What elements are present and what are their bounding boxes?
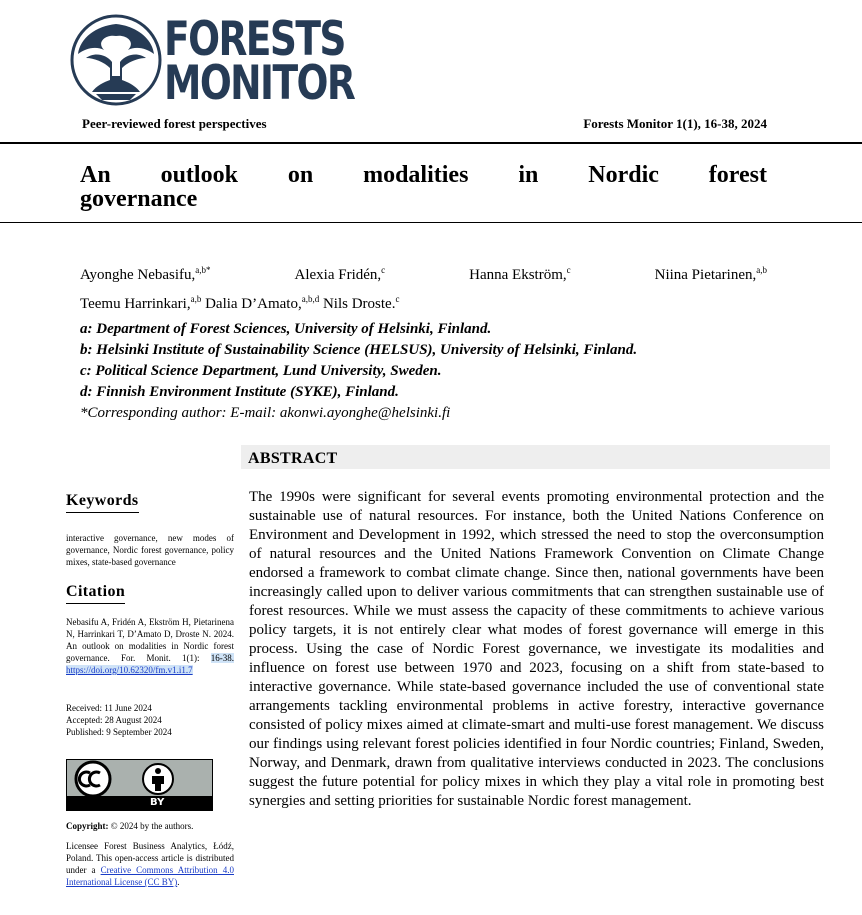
citation-doi-link[interactable]: https://doi.org/10.62320/fm.v1.i1.7 [66,665,193,675]
cc-by-strip [66,796,213,811]
citation-heading: Citation [66,583,125,604]
logo-line-2: MONITOR [164,56,355,111]
corresponding-author: *Corresponding author: E-mail: akonwi.ayonghe@helsinki.fi [80,405,451,421]
affiliation-a: a: Department of Forest Sciences, University of Helsinki, Finland. [80,321,492,337]
author-6: Dalia D’Amato,$^{a,b,d}$ [201,294,320,312]
license-text: Licensee Forest Business Analytics, Łódź, Poland. This open-access article is distributed under a Creative Commons Attribution 4.0 International License (CC BY). [66,841,234,887]
author-2: Alexia Fridén,$^c$ [294,265,386,283]
title-line-2: governance [80,186,198,212]
citation-pages: 16-38. [210,653,234,663]
journal-logo [66,12,355,111]
logo-wordmark [164,12,355,111]
affiliation-d: d: Finnish Environment Institute (SYKE), Finland. [80,384,399,400]
affiliation-b: b: Helsinki Institute of Sustainability Science (HELSUS), University of Helsinki, Finland. [80,342,638,358]
abstract-text: The 1990s were significant for several events promoting environmental protection and the sustainable use of natural resources. For instance, both the United Nations Conference on Environment and Development in 1992, which stressed the need to stop the overconsumption of natural resources and the United Nations Framework Convention on Climate Change endorsed a framework to combat climate change. Since then, national governments have been increasingly called upon to deliver various commitments that can strengthen sustainable use of forest resources. While we must assess the capacity of these commitments to achieve various policy targets, it is not entirely clear what modes of forest governance will emerge in this process. Using the case of Nordic Forest governance, we investigate its modalities and influence on forest use between 1970 and 2023, focusing on a shift from state-based to interactive governance. While state-based governance included the use of conventional state arrangements tackling environmental problems in active forestry, interactive governance consisted of policy mixes aimed at climate-smart and multi-use forest management. We discuss our findings using relevant forest policies identified in four Nordic countries; Finland, Sweden, Norway, and Denmark, drawn from qualitative interviews conducted in 2023. The conclusions suggest the future potential for policy mixes in which they play a vital role in promoting best synergies and setting priorities for sustainable Nordic forest management. [249,489,824,809]
received-date: Received: 11 June 2024 [66,703,152,713]
article-title [80,163,767,211]
tree-icon [66,14,166,106]
logo-line-1: FORESTS [164,12,345,67]
abstract-heading: ABSTRACT [241,445,830,469]
copyright: Copyright: © 2024 by the authors. [66,821,194,831]
journal-reference: Forests Monitor 1(1), 16-38, 2024 [583,116,767,131]
author-row-2 [80,287,767,316]
affiliation-list [80,319,637,424]
author-3: Hanna Ekström,$^c$ [469,265,571,283]
license-link[interactable]: Creative Commons Attribution 4.0 International License (CC BY) [66,865,234,887]
author-list [80,258,767,316]
published-date: Published: 9 September 2024 [66,727,172,737]
cc-by-label: BY [150,797,165,808]
author-7: Nils Droste.$^c$ [319,294,400,312]
author-1: Ayonghe Nebasifu,$^{a,b*}$ [80,265,211,283]
article-dates [66,702,172,738]
citation-text: Nebasifu A, Fridén A, Ekström H, Pietarinena N, Harrinkari T, D’Amato D, Droste N. 2024. An outlook on modalities in Nordic forest governance. For. Monit. 1(1): 16-38. https://doi.org/10.62320/fm.v1.i1.7 [66,617,234,675]
top-rule [0,142,862,144]
bottom-rule [0,222,862,223]
keywords-text: interactive governance, new modes of governance, Nordic forest governance, policy mixes, state-based governance [66,533,234,567]
author-4: Niina Pietarinen,$^{a,b}$ [654,265,767,283]
author-row-1 [80,258,767,287]
journal-tagline: Peer-reviewed forest perspectives [82,116,267,131]
affiliation-c: c: Political Science Department, Lund University, Sweden. [80,363,442,379]
author-5: Teemu Harrinkari,$^{a,b}$ [80,294,202,312]
keywords-heading: Keywords [66,492,139,513]
title-line-1: An outlook on modalities in Nordic forest [80,162,767,188]
accepted-date: Accepted: 28 August 2024 [66,715,162,725]
